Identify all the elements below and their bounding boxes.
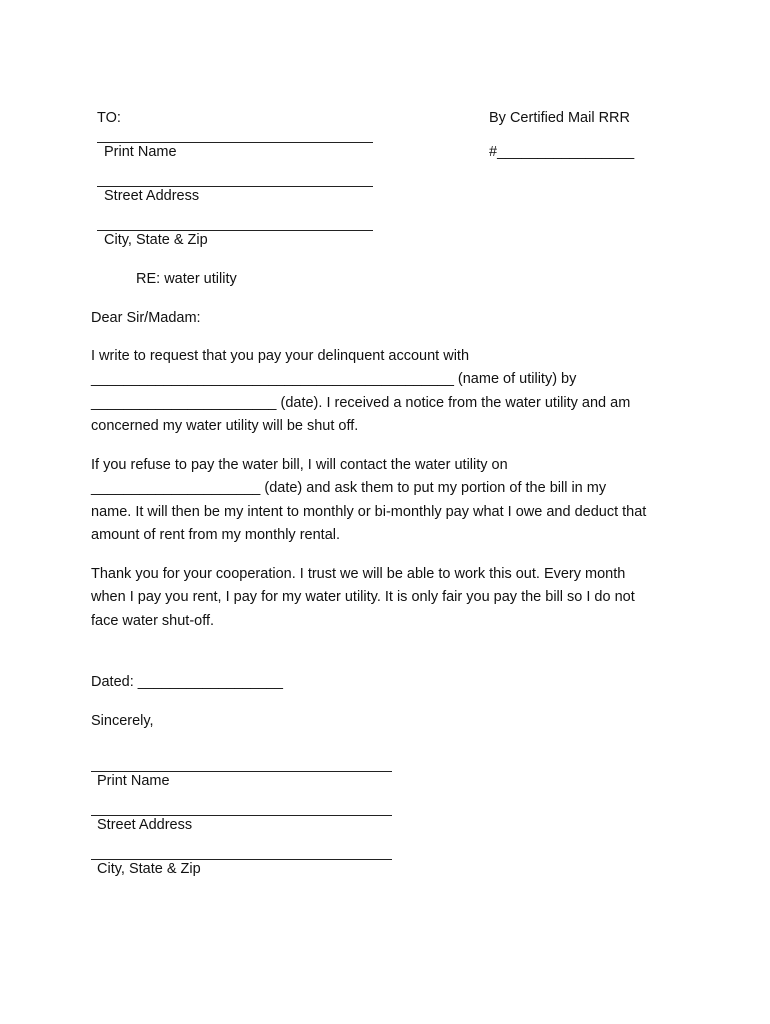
paragraph-1 — [91, 345, 630, 438]
certified-number-line: #_________________ — [489, 144, 635, 160]
paragraph-1-line: concerned my water utility will be shut off. — [91, 417, 359, 434]
paragraph-2 — [91, 454, 646, 547]
certified-mail-label: By Certified Mail RRR — [489, 110, 630, 126]
to-label: TO: — [97, 110, 121, 126]
paragraph-2-line: amount of rent from my monthly rental. — [91, 526, 341, 543]
sender-street-address: Street Address — [97, 817, 193, 833]
re-line: RE: water utility — [136, 271, 237, 287]
dated-field — [91, 674, 283, 690]
closing: Sincerely, — [91, 713, 154, 729]
recipient-name-rule — [97, 142, 373, 143]
dated-line: __________________ — [137, 674, 283, 690]
paragraph-2-line: name. It will then be my intent to monthly or bi-monthly pay what I owe and deduct that — [91, 503, 647, 520]
recipient-address-rule — [97, 186, 373, 187]
recipient-street-address: Street Address — [104, 188, 200, 204]
paragraph-3-line: face water shut-off. — [91, 612, 215, 629]
sender-address-rule — [91, 815, 392, 816]
paragraph-3 — [91, 563, 635, 633]
sender-print-name: Print Name — [97, 773, 170, 789]
recipient-print-name: Print Name — [104, 144, 177, 160]
paragraph-2-line: _____________________ (date) and ask them to put my portion of the bill in my — [91, 480, 607, 497]
sender-city-state-zip: City, State & Zip — [97, 861, 201, 877]
salutation: Dear Sir/Madam: — [91, 310, 201, 326]
sender-city-rule — [91, 859, 392, 860]
paragraph-3-line: Thank you for your cooperation. I trust we will be able to work this out. Every month — [91, 566, 626, 582]
paragraph-1-line: _______________________ (date). I received a notice from the water utility and am — [91, 394, 631, 411]
paragraph-1-line: _____________________________________________ (name of utility) by — [91, 371, 577, 388]
paragraph-3-line: when I pay you rent, I pay for my water utility. It is only fair you pay the bill so I do not — [91, 589, 635, 606]
sender-name-rule — [91, 771, 392, 772]
dated-label: Dated: — [91, 674, 134, 690]
paragraph-2-line: If you refuse to pay the water bill, I will contact the water utility on — [91, 457, 508, 473]
recipient-city-rule — [97, 230, 373, 231]
paragraph-1-line: I write to request that you pay your delinquent account with — [91, 348, 470, 364]
recipient-city-state-zip: City, State & Zip — [104, 232, 208, 248]
